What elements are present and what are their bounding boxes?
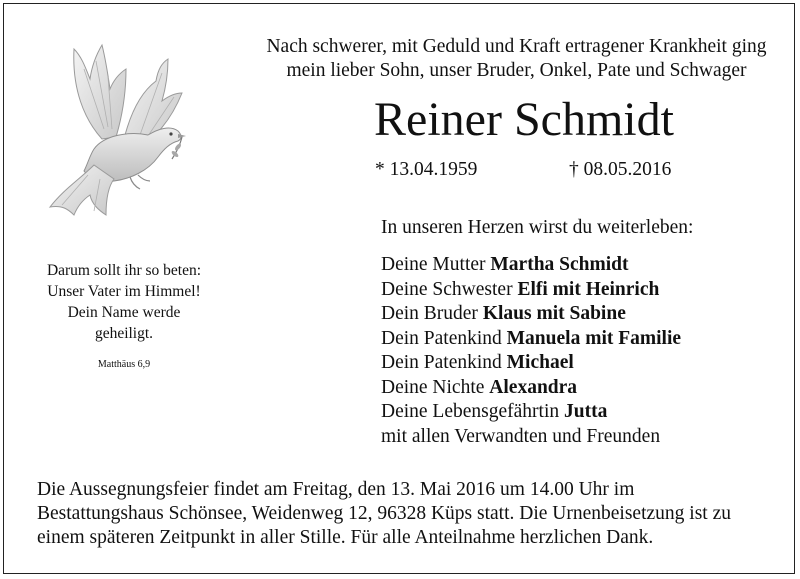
motto: In unseren Herzen wirst du weiterleben: [381,217,694,238]
mourner-row [381,253,681,278]
mourner-relation: Dein Patenkind [381,352,502,373]
mourners-list [381,253,681,449]
deceased-name: Reiner Schmidt [374,93,674,146]
mourner-row [381,278,681,303]
death-date: † 08.05.2016 [569,159,672,180]
prayer-verse [24,260,224,344]
mourner-row [381,400,681,425]
mourner-relation: Deine Mutter [381,254,486,275]
prayer-line: Unser Vater im Himmel! [47,283,201,300]
mourner-name: Elfi mit Heinrich [517,278,660,300]
mourner-relation: mit allen Verwandten und Freunden [381,425,661,447]
mourner-name: Alexandra [489,376,578,398]
mourner-row [381,376,681,401]
mourner-row [381,351,681,376]
prayer-line: Dein Name werde [67,304,181,321]
intro-text [244,35,789,83]
mourner-relation: Dein Bruder [381,303,478,324]
notice-line-1: Die Aussegnungsfeier findet am Freitag, den 13. Mai 2016 um 14.00 Uhr im [37,479,635,500]
mourner-relation: Deine Lebensgefährtin [381,401,560,422]
intro-line-1: Nach schwerer, mit Geduld und Kraft ertragener Krankheit ging [266,36,767,57]
birth-date: * 13.04.1959 [375,159,478,180]
mourner-name: Manuela mit Familie [506,327,682,349]
mourner-row [381,302,681,327]
mourner-name: Martha Schmidt [490,254,629,275]
funeral-notice [37,478,777,550]
mourner-row-closing [381,425,681,450]
prayer-line: geheiligt. [94,325,154,342]
mourner-name: Klaus mit Sabine [482,303,626,324]
prayer-line: Darum sollt ihr so beten: [46,262,202,279]
bible-reference: Matthäus 6,9 [97,359,151,370]
mourner-relation: Deine Nichte [381,376,485,398]
intro-line-2: mein lieber Sohn, unser Bruder, Onkel, Pate und Schwager [286,60,747,81]
mourner-relation: Deine Schwester [381,278,513,300]
notice-line-3: einem späteren Zeitpunkt in aller Stille. Für alle Anteilnahme herzlichen Dank. [37,527,654,548]
notice-line-2: Bestattungshaus Schönsee, Weidenweg 12, 96328 Küps statt. Die Urnenbeisetzung ist zu [37,503,731,524]
mourner-name: Michael [506,352,574,373]
obituary-frame [3,3,795,574]
mourner-relation: Dein Patenkind [381,327,502,349]
dove-icon [44,39,204,219]
mourner-name: Jutta [564,401,608,422]
mourner-row [381,327,681,352]
